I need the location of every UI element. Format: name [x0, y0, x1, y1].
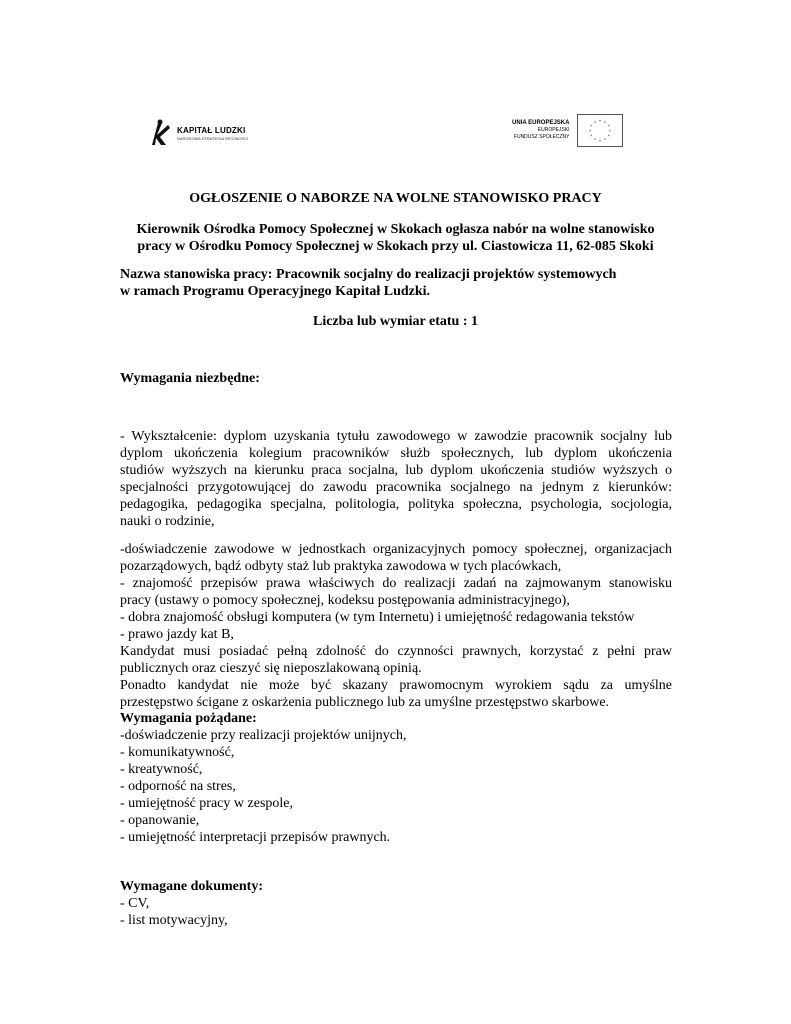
education-line: - Wykształcenie: dyplom uzyskania tytułu zawodowego w zawodzie pracownik socjalny lub	[120, 429, 672, 444]
svg-text:*: *	[594, 137, 597, 143]
eu-flag-icon	[577, 114, 623, 147]
svg-text:*: *	[608, 133, 611, 139]
requirement-line: Kandydat musi posiadać pełną zdolność do czynności prawnych, korzystać z pełni praw	[120, 644, 672, 659]
requirement-line: Ponadto kandydat nie może być skazany prawomocnym wyrokiem sądu za umyślne	[120, 678, 672, 693]
desired-item: - komunikatywność,	[120, 745, 235, 760]
desired-heading: Wymagania pożądane:	[120, 711, 257, 726]
svg-text:*: *	[604, 137, 607, 143]
requirements-heading: Wymagania niezbędne:	[120, 371, 260, 386]
svg-text:*: *	[590, 133, 593, 139]
page-title: OGŁOSZENIE O NABORZE NA WOLNE STANOWISKO PRACY	[189, 191, 602, 206]
svg-text:*: *	[589, 128, 592, 134]
desired-item: - umiejętność pracy w zespole,	[120, 796, 293, 811]
education-line: studiów wyższych na kierunku praca socjalna, lub dyplom ukończenia studiów wyższych o	[120, 463, 672, 478]
headcount: Liczba lub wymiar etatu : 1	[312, 314, 478, 329]
position-line-2: w ramach Programu Operacyjnego Kapitał Ludzki.	[120, 284, 431, 299]
education-line: pedagogika, pedagogika specjalna, politologia, polityka społeczna, psychologia, socjologia,	[120, 497, 672, 512]
documents-heading: Wymagane dokumenty:	[120, 879, 263, 894]
eu-line-2: EUROPEJSKI	[537, 126, 570, 133]
svg-text:*: *	[590, 123, 593, 129]
desired-item: - odporność na stres,	[120, 779, 236, 794]
kapital-ludzki-emblem-icon	[148, 119, 172, 147]
position-line-1: Nazwa stanowiska pracy: Pracownik socjalny do realizacji projektów systemowych	[120, 267, 617, 282]
requirement-line: pozarządowych, bądź odbyty staż lub praktyka zawodowa w tych placówkach,	[120, 559, 562, 574]
svg-text:*: *	[608, 123, 611, 129]
desired-item: - umiejętność interpretacji przepisów prawnych.	[120, 830, 391, 845]
svg-text:*: *	[609, 128, 612, 134]
document-item: - CV,	[120, 896, 150, 911]
eu-line-1: UNIA EUROPEJSKA	[512, 119, 570, 126]
kapital-ludzki-subtitle: NARODOWA STRATEGIA SPÓJNOŚCI	[177, 135, 249, 141]
education-line: dyplom ukończenia kolegium pracowników służb społecznych, lub dyplom ukończenia	[120, 446, 672, 461]
intro-line-2: pracy w Ośrodku Pomocy Społecznej w Skokach przy ul. Ciastowicza 11, 62-085 Skoki	[137, 239, 654, 254]
education-line: specjalności przygotowującej do zawodu pracownika socjalnego na jednym z kierunków:	[120, 480, 672, 495]
requirement-line: publicznych oraz cieszyć się nieposzlakowaną opinią.	[120, 661, 422, 676]
requirement-line: - znajomość przepisów prawa właściwych do realizacji zadań na zajmowanym stanowisku	[120, 576, 672, 591]
svg-text:*: *	[599, 138, 602, 144]
requirement-line: przestępstwo ścigane z oskarżenia publicznego lub za umyślne przestępstwo skarbowe.	[120, 695, 610, 710]
requirement-line: - prawo jazdy kat B,	[120, 627, 234, 642]
desired-item: - kreatywność,	[120, 762, 203, 777]
svg-text:*: *	[604, 119, 607, 125]
intro-line-1: Kierownik Ośrodka Pomocy Społecznej w Skokach ogłasza nabór na wolne stanowisko	[136, 222, 655, 237]
svg-text:*: *	[594, 119, 597, 125]
desired-item: -doświadczenie przy realizacji projektów unijnych,	[120, 728, 407, 743]
requirement-line: pracy (ustawy o pomocy społecznej, kodeksu postępowania administracyjnego),	[120, 593, 570, 608]
kapital-ludzki-logo	[148, 108, 258, 158]
eu-logo	[512, 112, 636, 148]
desired-item: - opanowanie,	[120, 813, 200, 828]
requirement-line: - dobra znajomość obsługi komputera (w tym Internetu) i umiejętność redagowania tekstów	[120, 610, 635, 625]
svg-text:*: *	[599, 118, 602, 124]
kapital-ludzki-title: KAPITAŁ LUDZKI	[177, 125, 246, 135]
eu-line-3: FUNDUSZ SPOŁECZNY	[513, 133, 570, 140]
requirement-line: -doświadczenie zawodowe w jednostkach organizacyjnych pomocy społecznej, organizacjach	[120, 542, 672, 557]
education-line: nauki o rodzinie,	[120, 514, 215, 529]
document-item: - list motywacyjny,	[120, 913, 228, 928]
